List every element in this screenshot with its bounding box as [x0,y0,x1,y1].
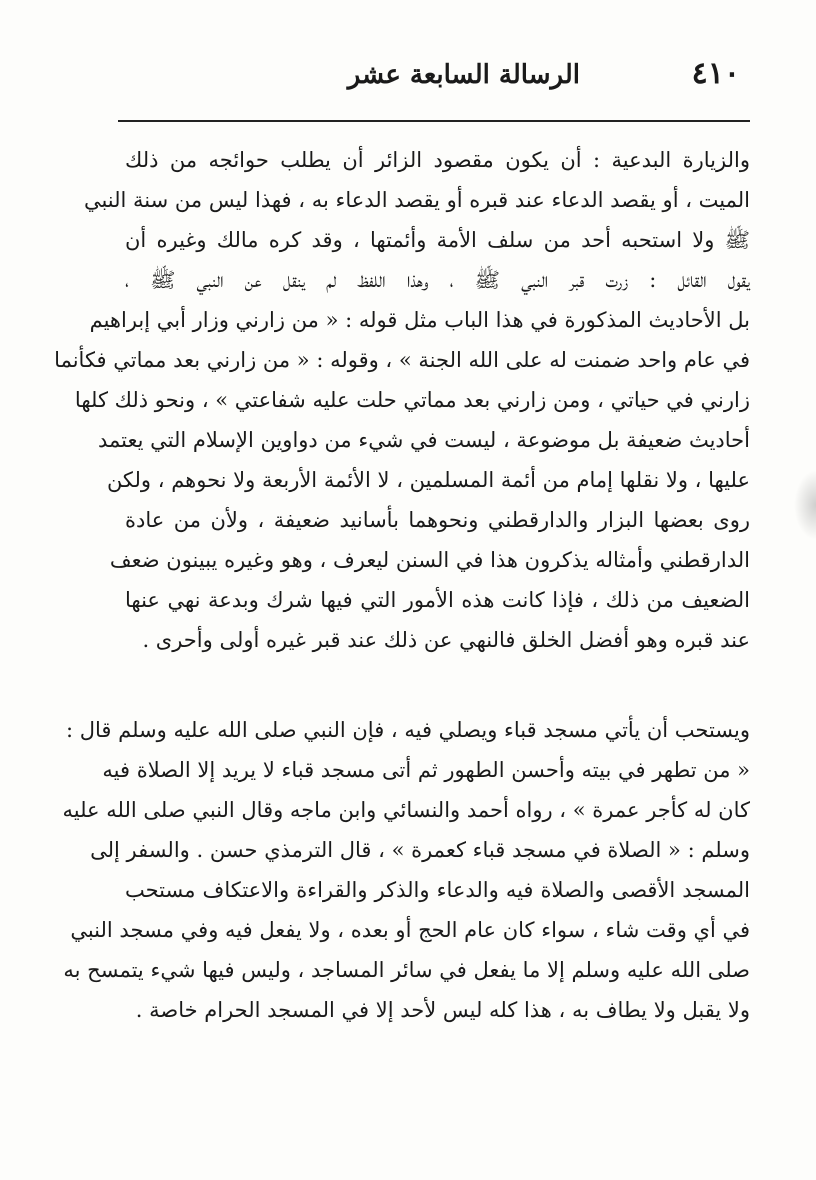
text-line: عليها ، ولا نقلها إمام من أئمة المسلمين ، لا الأئمة الأربعة ولا نحوهم ، ولكن [106,468,750,492]
text-line: أحاديث ضعيفة بل موضوعة ، ليست في شيء من دواوين الإسلام التي يعتمد [97,428,750,452]
text-line: زارني في حياتي ، ومن زارني بعد مماتي حلت عليه شفاعتي » ، ونحو ذلك كلها [74,388,750,412]
text-line: ويستحب أن يأتي مسجد قباء ويصلي فيه ، فإن النبي صلى الله عليه وسلم قال : [66,718,750,742]
text-line: الميت ، أو يقصد الدعاء عند قبره أو يقصد الدعاء به ، فهذا ليس من سنة النبي [83,188,750,212]
paragraph-innovative-visitation [54,140,750,660]
text-line: في أي وقت شاء ، سواء كان عام الحج أو بعده ، ولا يفعل فيه وفي مسجد النبي [70,918,750,942]
text-line: في عام واحد ضمنت له على الله الجنة » ، وقوله : « من زارني بعد مماتي فكأنما [54,348,750,372]
page-number: ٤١٠ [691,56,740,91]
text-line: الضعيف من ذلك ، فإذا كانت هذه الأمور التي فيها شرك وبدعة نهي عنها [125,588,750,612]
scan-smudge [794,470,816,540]
text-line: بل الأحاديث المذكورة في هذا الباب مثل قوله : « من زارني وزار أبي إبراهيم [89,308,750,332]
page-header [120,52,740,102]
header-rule [118,120,750,122]
text-line: عند قبره وهو أفضل الخلق فالنهي عن ذلك عند قبر غيره أولى وأحرى . [142,628,750,652]
running-title: الرسالة السابعة عشر [347,60,580,90]
text-line: « من تطهر في بيته وأحسن الطهور ثم أتى مسجد قباء لا يريد إلا الصلاة فيه [102,758,750,782]
text-line: وسلم : « الصلاة في مسجد قباء كعمرة » ، قال الترمذي حسن . والسفر إلى [90,838,750,862]
text-line: ﷺ ولا استحبه أحد من سلف الأمة وأئمتها ، وقد كره مالك وغيره أن [125,228,750,252]
text-line: المسجد الأقصى والصلاة فيه والدعاء والذكر والقراءة والاعتكاف مستحب [125,878,750,902]
text-line: الدارقطني وأمثاله يذكرون هذا في السنن ليعرف ، وهو وغيره يبينون ضعف [109,548,750,572]
text-line: يقول القائل : زرت قبر النبي ﷺ ، وهذا اللفظ لم ينقل عن النبي ﷺ ، [125,268,750,292]
text-line: والزيارة البدعية : أن يكون مقصود الزائر أن يطلب حوائجه من ذلك [125,148,750,172]
text-line: كان له كأجر عمرة » ، رواه أحمد والنسائي وابن ماجه وقال النبي صلى الله عليه [62,798,750,822]
text-line: روى بعضها البزار والدارقطني ونحوهما بأسانيد ضعيفة ، ولأن من عادة [125,508,750,532]
text-line: ولا يقبل ولا يطاف به ، هذا كله ليس لأحد إلا في المسجد الحرام خاصة . [135,998,750,1022]
paragraph-quba-mosque [62,710,750,1030]
text-line: صلى الله عليه وسلم إلا ما يفعل في سائر المساجد ، وليس فيها شيء يتمسح به [63,958,750,982]
